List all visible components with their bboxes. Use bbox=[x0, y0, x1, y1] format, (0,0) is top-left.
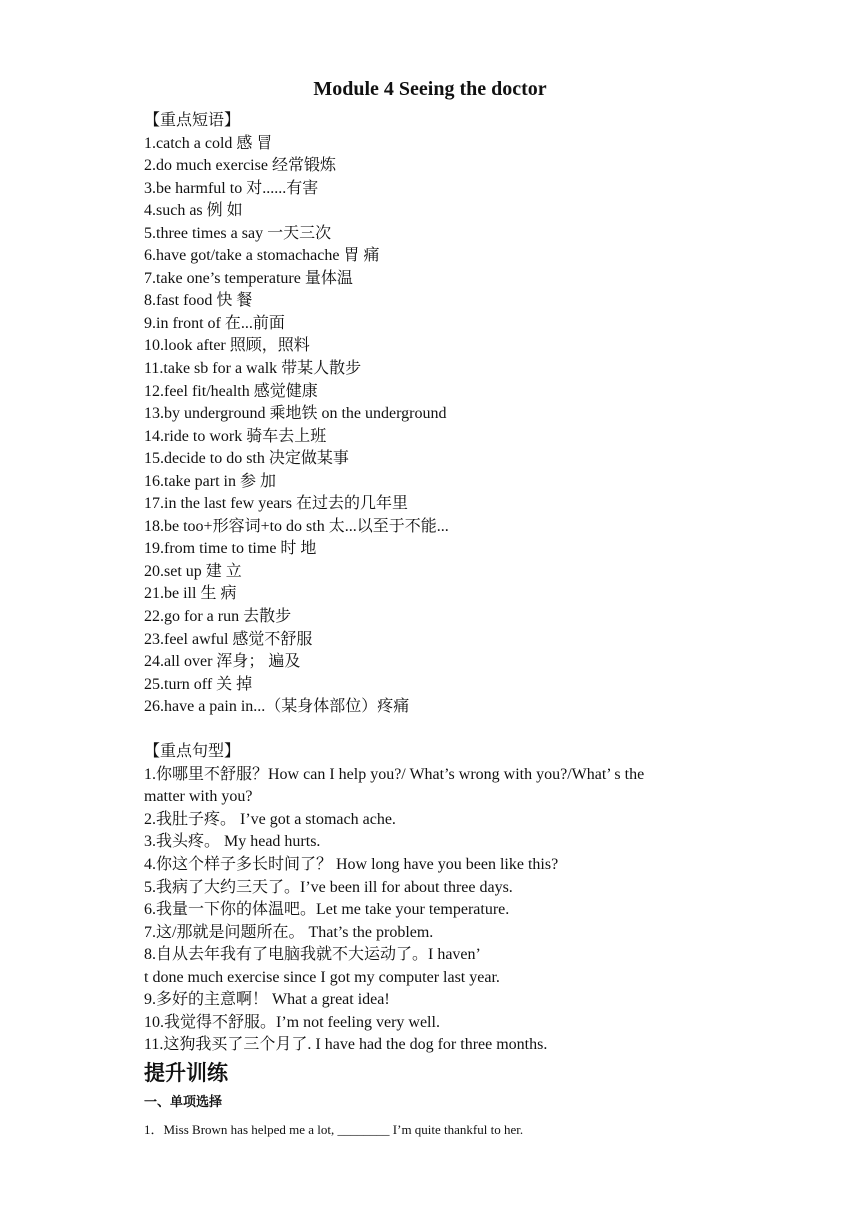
sentence-item: matter with you? bbox=[144, 788, 253, 806]
phrase-item: 6.have got/take a stomachache 胃 痛 bbox=[144, 247, 380, 265]
document-body bbox=[144, 110, 734, 1142]
phrase-list bbox=[144, 133, 734, 719]
sentence-list bbox=[144, 764, 734, 1057]
phrase-item: 5.three times a say 一天三次 bbox=[144, 224, 332, 242]
sentence-item: 10.我觉得不舒服。I’m not feeling very well. bbox=[144, 1013, 440, 1031]
sentences-heading: 【重点句型】 bbox=[144, 743, 241, 761]
sentence-item: 8.自从去年我有了电脑我就不大运动了。I haven’ bbox=[144, 946, 481, 964]
phrase-item: 1.catch a cold 感 冒 bbox=[144, 134, 273, 152]
phrase-item: 20.set up 建 立 bbox=[144, 562, 242, 580]
phrase-item: 12.feel fit/health 感觉健康 bbox=[144, 382, 318, 400]
section-spacer bbox=[144, 719, 734, 742]
sentence-item: 7.这/那就是问题所在。 That’s the problem. bbox=[144, 923, 434, 941]
phrase-item: 26.have a pain in...（某身体部位）疼痛 bbox=[144, 698, 410, 716]
document-title: Module 4 Seeing the doctor bbox=[313, 78, 547, 100]
sentence-item: t done much exercise since I got my computer last year. bbox=[144, 968, 500, 986]
phrase-item: 23.feel awful 感觉不舒服 bbox=[144, 630, 313, 648]
question-item: 1．Miss Brown has helped me a lot, ________ I’m quite thankful to her. bbox=[144, 1121, 524, 1137]
phrase-item: 19.from time to time 时 地 bbox=[144, 540, 317, 558]
phrase-item: 2.do much exercise 经常锻炼 bbox=[144, 157, 336, 175]
practice-heading: 提升训练 bbox=[144, 1060, 228, 1085]
phrase-item: 4.such as 例 如 bbox=[144, 202, 243, 220]
phrase-item: 17.in the last few years 在过去的几年里 bbox=[144, 495, 408, 513]
phrases-heading: 【重点短语】 bbox=[144, 112, 241, 129]
phrase-item: 7.take one’s temperature 量体温 bbox=[144, 269, 353, 287]
sentence-item: 6.我量一下你的体温吧。Let me take your temperature. bbox=[144, 901, 510, 919]
sentence-item: 4.你这个样子多长时间了？ How long have you been like this? bbox=[144, 856, 559, 873]
phrase-item: 22.go for a run 去散步 bbox=[144, 608, 292, 626]
phrase-item: 14.ride to work 骑车去上班 bbox=[144, 427, 327, 445]
phrase-item: 8.fast food 快 餐 bbox=[144, 292, 253, 310]
phrase-item: 25.turn off 关 掉 bbox=[144, 675, 253, 693]
sentence-item: 11.这狗我买了三个月了. I have had the dog for three months. bbox=[144, 1036, 548, 1054]
phrase-item: 3.be harmful to 对......有害 bbox=[144, 179, 319, 197]
phrase-item: 24.all over 浑身； 遍及 bbox=[144, 653, 301, 671]
phrase-item: 16.take part in 参 加 bbox=[144, 472, 276, 490]
phrase-item: 18.be too+形容词+to do sth 太...以至于不能... bbox=[144, 517, 449, 535]
sentence-item: 2.我肚子疼。 I’ve got a stomach ache. bbox=[144, 810, 396, 828]
phrase-item: 15.decide to do sth 决定做某事 bbox=[144, 450, 349, 468]
sentence-item: 9.多好的主意啊！ What a great idea! bbox=[144, 991, 390, 1009]
phrase-item: 13.by underground 乘地铁 on the underground bbox=[144, 405, 447, 423]
phrase-item: 10.look after 照顾，照料 bbox=[144, 337, 310, 355]
phrase-item: 9.in front of 在...前面 bbox=[144, 314, 285, 332]
sentence-item: 1.你哪里不舒服？How can I help you?/ What’s wrong with you?/What’ s the bbox=[144, 765, 645, 783]
sentence-item: 5.我病了大约三天了。I’ve been ill for about three days. bbox=[144, 878, 513, 896]
phrase-item: 21.be ill 生 病 bbox=[144, 585, 237, 603]
sentence-item: 3.我头疼。 My head hurts. bbox=[144, 833, 321, 851]
practice-subheading: 一、单项选择 bbox=[144, 1094, 223, 1110]
phrase-item: 11.take sb for a walk 带某人散步 bbox=[144, 360, 362, 378]
